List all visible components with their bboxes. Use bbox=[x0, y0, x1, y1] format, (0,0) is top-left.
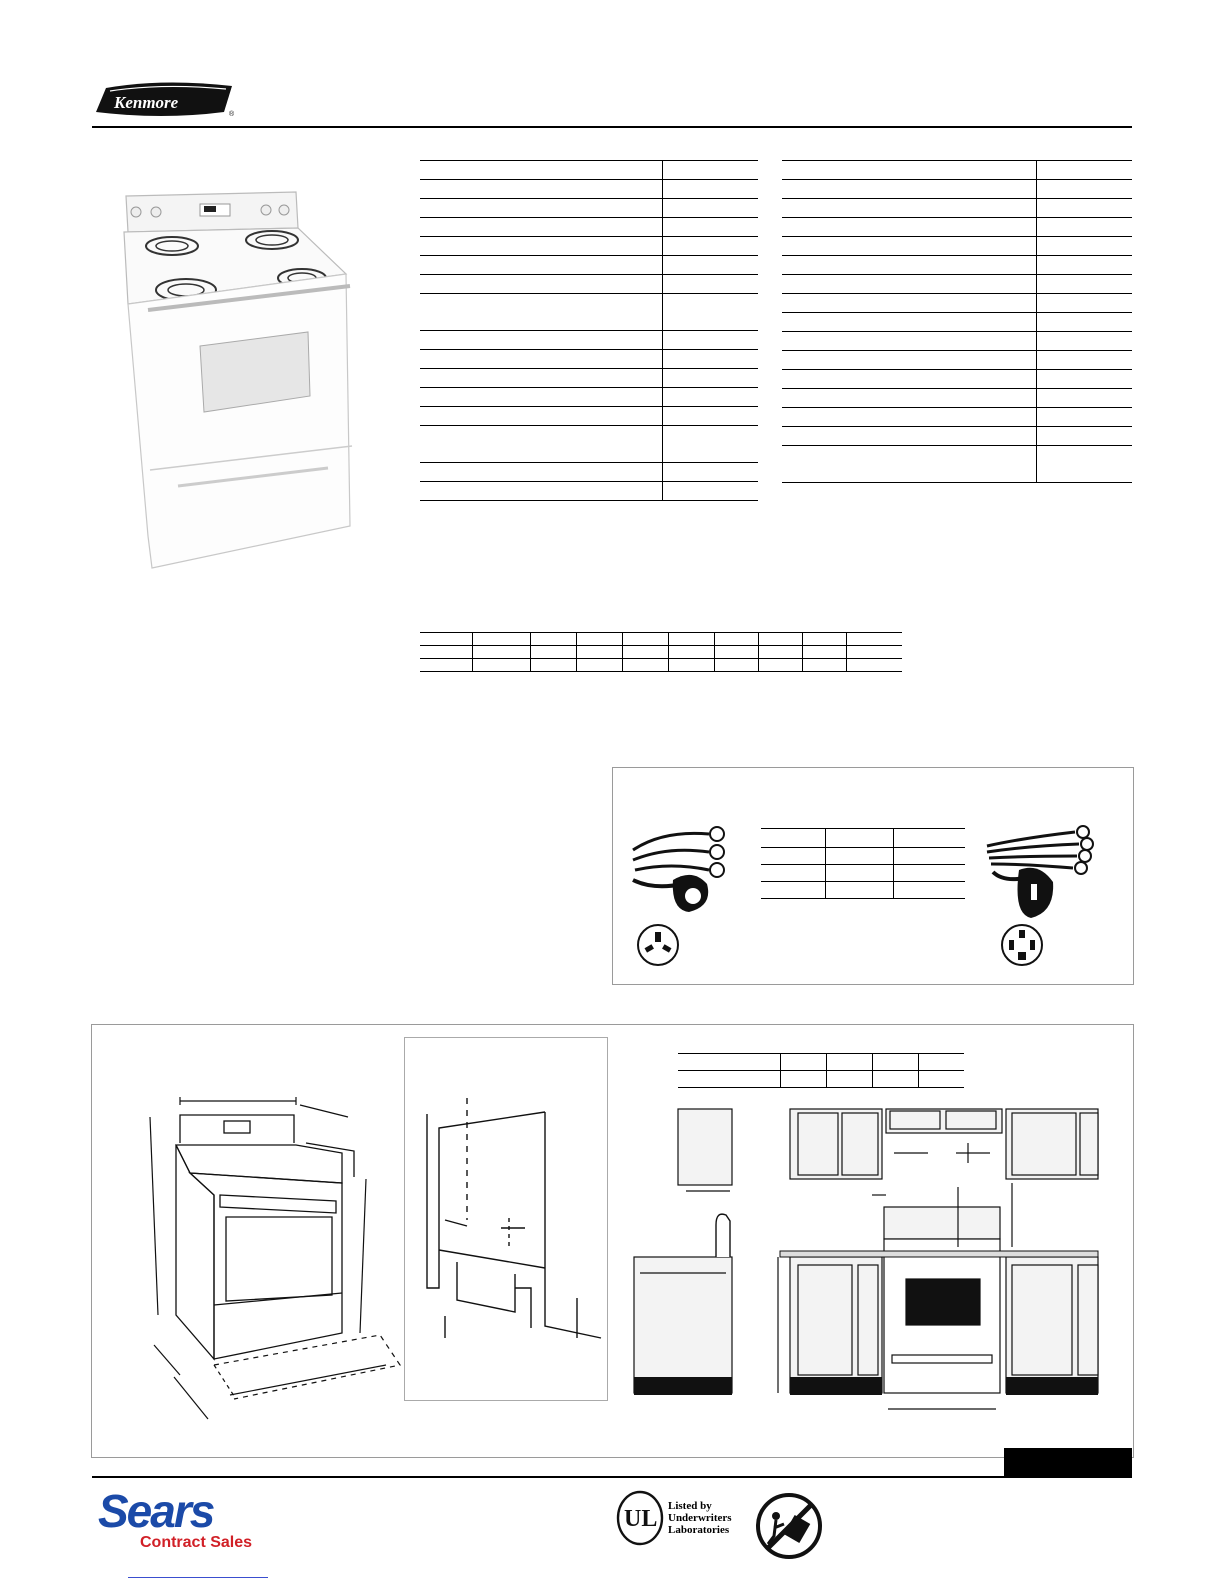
ul-listed-icon bbox=[616, 1490, 666, 1548]
ul-mark-text: UL bbox=[624, 1506, 658, 1532]
table-row bbox=[782, 275, 1132, 294]
table-row bbox=[420, 275, 758, 294]
brand-logo-text: Kenmore bbox=[114, 93, 179, 112]
table-row bbox=[420, 646, 902, 659]
table-row bbox=[420, 331, 758, 350]
clearance-table bbox=[678, 1053, 964, 1088]
ul-caption-line: Underwriters bbox=[668, 1512, 732, 1524]
table-row bbox=[420, 294, 758, 331]
table-row bbox=[782, 294, 1132, 313]
table-row bbox=[761, 865, 965, 882]
table-row bbox=[782, 256, 1132, 275]
model-tab bbox=[1004, 1448, 1132, 1478]
range-dimension-drawing bbox=[110, 1065, 410, 1435]
power-cord-box bbox=[612, 767, 1134, 985]
model-grid-table bbox=[420, 632, 902, 672]
sears-logo-text: Sears bbox=[98, 1485, 214, 1537]
table-row bbox=[761, 829, 965, 848]
table-row bbox=[782, 332, 1132, 351]
table-row bbox=[420, 407, 758, 426]
table-row bbox=[420, 388, 758, 407]
table-row bbox=[678, 1071, 964, 1088]
table-row bbox=[420, 426, 758, 463]
svg-text:®: ® bbox=[229, 111, 235, 118]
table-row bbox=[420, 199, 758, 218]
sears-sub-text: Contract Sales bbox=[140, 1534, 253, 1551]
table-row bbox=[782, 408, 1132, 427]
ul-caption-line: Listed by bbox=[668, 1500, 712, 1512]
table-row bbox=[420, 369, 758, 388]
specifications-table-left bbox=[420, 160, 758, 501]
table-row bbox=[782, 180, 1132, 199]
table-row bbox=[420, 463, 758, 482]
brand-logo bbox=[92, 82, 238, 118]
range-product-image bbox=[118, 186, 364, 572]
table-row bbox=[782, 351, 1132, 370]
three-wire-cord-icon bbox=[623, 820, 749, 920]
table-row bbox=[420, 161, 758, 180]
table-row bbox=[782, 370, 1132, 389]
table-row bbox=[420, 482, 758, 501]
table-row bbox=[761, 882, 965, 899]
table-row bbox=[420, 256, 758, 275]
header-rule bbox=[92, 126, 1132, 128]
table-row bbox=[420, 350, 758, 369]
table-row bbox=[678, 1054, 964, 1071]
cord-spec-table bbox=[761, 828, 965, 899]
cabinet-cutaway-frame bbox=[404, 1037, 608, 1401]
four-prong-outlet-icon bbox=[999, 922, 1045, 968]
side-clearance-drawing bbox=[626, 1107, 736, 1437]
sears-logo bbox=[98, 1485, 258, 1558]
ul-caption-line: Laboratories bbox=[668, 1524, 730, 1536]
specifications-table-right bbox=[782, 160, 1132, 483]
table-row bbox=[782, 427, 1132, 446]
front-installation-drawing bbox=[768, 1107, 1100, 1437]
table-row bbox=[420, 659, 902, 672]
three-prong-outlet-icon bbox=[635, 922, 681, 968]
anti-tip-warning-icon bbox=[754, 1490, 824, 1562]
table-row bbox=[782, 237, 1132, 256]
table-row bbox=[420, 180, 758, 199]
four-wire-cord-icon bbox=[983, 822, 1109, 928]
table-row bbox=[782, 446, 1132, 483]
footer-rule bbox=[92, 1476, 1132, 1478]
table-row bbox=[420, 218, 758, 237]
url-link-line[interactable] bbox=[128, 1577, 268, 1578]
table-row bbox=[782, 389, 1132, 408]
ul-caption bbox=[668, 1500, 732, 1536]
dimensions-box bbox=[91, 1024, 1134, 1458]
table-row bbox=[782, 161, 1132, 180]
table-row bbox=[420, 237, 758, 256]
table-row bbox=[782, 218, 1132, 237]
table-row bbox=[420, 633, 902, 646]
table-row bbox=[782, 313, 1132, 332]
table-row bbox=[761, 848, 965, 865]
table-row bbox=[782, 199, 1132, 218]
